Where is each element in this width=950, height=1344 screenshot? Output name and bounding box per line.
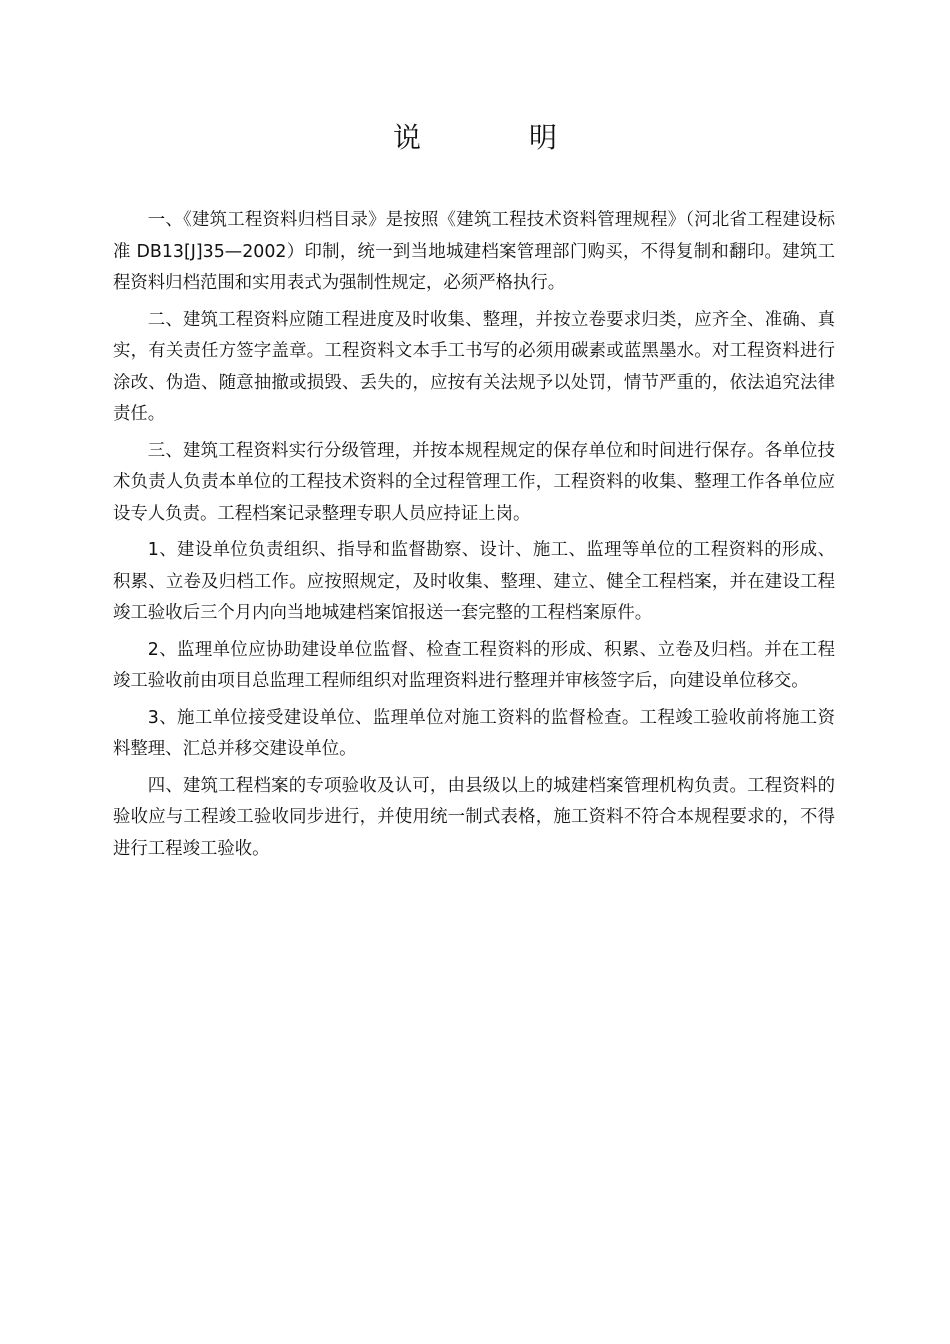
paragraph-collection-requirements: 二、建筑工程资料应随工程进度及时收集、整理，并按立卷要求归类，应齐全、准确、真实，有关责任方签字盖章。工程资料文本手工书写的必须用碳素或蓝黑墨水。对工程资料进行涂改、伪造、随意抽撤或损毁、丢失的，应按有关法规予以处罚，情节严重的，依法追究法律责任。 [113, 309, 835, 424]
document-body [113, 205, 835, 870]
paragraph-contractor-unit: 3、施工单位接受建设单位、监理单位对施工资料的监督检查。工程竣工验收前将施工资料整理、汇总并移交建设单位。 [113, 707, 835, 759]
document-title: 说 明 [392, 121, 597, 154]
paragraph-construction-unit: 1、建设单位负责组织、指导和监督勘察、设计、施工、监理等单位的工程资料的形成、积累、立卷及归档工作。应按照规定，及时收集、整理、建立、健全工程档案，并在建设工程竣工验收后三个月内向当地城建档案馆报送一套完整的工程档案原件。 [113, 540, 835, 623]
paragraph-acceptance: 四、建筑工程档案的专项验收及认可，由县级以上的城建档案管理机构负责。工程资料的验收应与工程竣工验收同步进行，并使用统一制式表格，施工资料不符合本规程要求的，不得进行工程竣工验收。 [113, 775, 835, 859]
paragraph-supervision-unit: 2、监理单位应协助建设单位监督、检查工程资料的形成、积累、立卷及归档。并在工程竣工验收前由项目总监理工程师组织对监理资料进行整理并审核签字后，向建设单位移交。 [113, 639, 835, 691]
paragraph-archive-catalog: 一、《建筑工程资料归档目录》是按照《建筑工程技术资料管理规程》（河北省工程建设标准 DB13[J]35—2002）印制，统一到当地城建档案管理部门购买，不得复制和翻印。建筑工程资料归档范围和实用表式为强制性规定，必须严格执行。 [113, 210, 835, 293]
paragraph-tiered-management: 三、建筑工程资料实行分级管理，并按本规程规定的保存单位和时间进行保存。各单位技术负责人负责本单位的工程技术资料的全过程管理工作，工程资料的收集、整理工作各单位应设专人负责。工程档案记录整理专职人员应持证上岗。 [113, 440, 835, 524]
